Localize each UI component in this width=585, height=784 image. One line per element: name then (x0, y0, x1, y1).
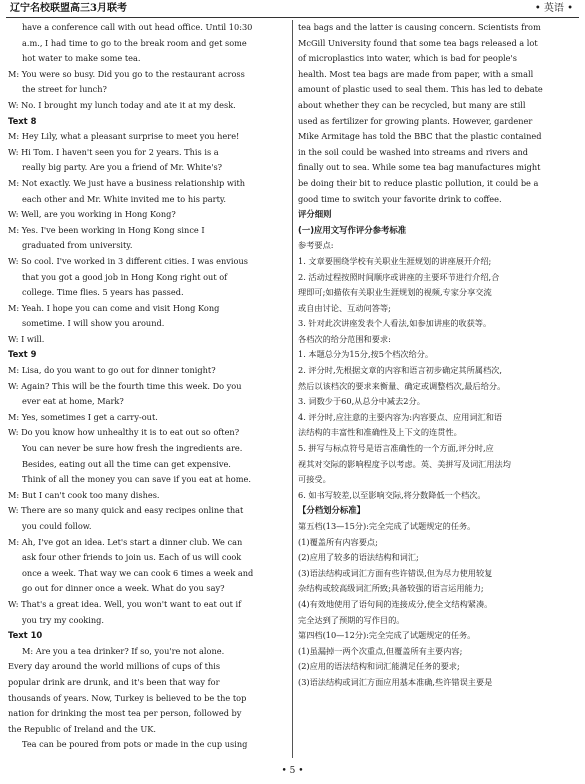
section-heading: Text 8 (8, 115, 37, 126)
text-line: 6. 如书写较差,以至影响交际,将分数降低一个档次。 (298, 489, 486, 500)
text-line: 各档次的给分范围和要求: (298, 333, 391, 344)
text-line: W: Do you know how unhealthy it is to eat out so often? (8, 427, 240, 438)
text-line: hot water to make some tea. (22, 53, 141, 64)
text-line: W: Well, are you working in Hong Kong? (8, 209, 176, 220)
text-line: thousands of years. Now, Turkey is believed to be the top (8, 692, 247, 703)
text-line: W: Hi Tom. I haven't seen you for 2 years. This is a (8, 146, 219, 157)
text-line: M: Yes. I've been working in Hong Kong since I (8, 224, 205, 235)
text-line: M: You were so busy. Did you go to the restaurant across (8, 68, 245, 79)
text-line: go out for dinner once a week. What do you say? (22, 583, 225, 594)
text-line: M: Lisa, do you want to go out for dinner tonight? (8, 365, 216, 376)
text-line: W: That's a great idea. Well, you won't want to eat out if (8, 598, 242, 609)
text-line: of microplastics into water, which is bad for people's (298, 53, 517, 64)
text-line: good time to switch your favorite drink to coffee. (298, 193, 502, 204)
text-line: M: Ah, I've got an idea. Let's start a dinner club. We can (8, 536, 243, 547)
text-line: (4)有效地使用了语句间的连接成分,使全文结构紧凑。 (298, 598, 493, 609)
header-title: 辽宁名校联盟高三3月联考 (10, 3, 127, 14)
text-line: 视其对交际的影响程度予以考虑。英、美拼写及词汇用法均 (298, 458, 511, 469)
header-divider (6, 17, 579, 18)
text-line: (3)语法结构或词汇方面有些许错误,但为尽力使用较复 (298, 567, 493, 578)
text-line: Tea can be poured from pots or made in the cup using (22, 739, 248, 750)
text-line: that you got a good job in Hong Kong right out of (22, 271, 228, 282)
text-line: M: Yes, sometimes I get a carry-out. (8, 411, 158, 422)
text-line: W: Again? This will be the fourth time this week. Do you (8, 380, 242, 391)
text-line: really big party. Are you a friend of Mr. White's? (22, 162, 223, 173)
text-line: sometime. I will show you around. (22, 318, 165, 329)
text-line: 或自由讨论、互动问答等; (298, 302, 391, 313)
text-line: 3. 针对此次讲座发表个人看法,如参加讲座的收获等。 (298, 318, 492, 329)
text-line: about whether they can be recycled, but many are still (298, 99, 526, 110)
page-header (0, 0, 585, 18)
text-line: Besides, eating out all the time can get expensive. (22, 458, 231, 469)
text-line: popular drink are drunk, and it's been that way for (8, 676, 220, 687)
text-line: have a conference call with out head office. Until 10:30 (22, 22, 253, 32)
text-line: M: Yeah. I hope you can come and visit Hong Kong (8, 302, 220, 313)
text-line: 2. 评分时,先根据文章的内容和语言初步确定其所属档次, (298, 365, 502, 376)
text-line: the Republic of Ireland and the UK. (8, 723, 157, 734)
text-line: 理即可;如描依有关职业生涯规划的视频,专家分享交流 (298, 287, 492, 298)
text-line: Mike Armitage has told the BBC that the plastic contained (298, 131, 542, 142)
text-line: 可接受。 (298, 474, 331, 485)
text-line: used as fertilizer for growing plants. However, gardener (298, 115, 533, 126)
text-line: 然后以该档次的要求来衡量、确定或调整档次,最后给分。 (298, 380, 506, 391)
text-line: (1)虽漏掉一两个次重点,但覆盖所有主要内容; (298, 645, 463, 656)
header-subject: • 英语 • (534, 3, 573, 14)
text-line: (3)语法结构或词汇方面应用基本准确,些许错误主要是 (298, 676, 493, 687)
text-line: (1)覆盖所有内容要点; (298, 536, 378, 547)
text-line: 4. 评分时,应注意的主要内容为:内容要点、应用词汇和语 (298, 411, 503, 422)
text-line: 法结构的丰富性和准确性及上下文的连贯性。 (298, 427, 462, 438)
text-line: ask four other friends to join us. Each of us will cook (22, 552, 242, 563)
text-line: graduated from university. (22, 240, 133, 251)
text-line: amount of plastic used to seal them. This has led to debate (298, 84, 543, 95)
text-line: you try my cooking. (22, 614, 104, 625)
text-line: 完全达到了预期的写作目的。 (298, 614, 405, 625)
text-line: be doing their bit to reduce plastic pollution, it could be a (298, 177, 539, 188)
text-line: W: I will. (8, 333, 45, 344)
text-line: finally out to sea. While some tea bag manufactures might (298, 162, 541, 173)
text-line: once a week. That way we can cook 6 times a week and (22, 567, 254, 578)
text-line: 3. 词数少于60,从总分中减去2分。 (298, 396, 425, 407)
text-line: 1. 本题总分为15分,按5个档次给分。 (298, 349, 434, 360)
text-line: W: There are so many quick and easy recipes online that (8, 505, 244, 516)
text-line: college. Time flies. 5 years has passed. (22, 287, 184, 298)
text-line: (2)应用的语法结构和词汇能满足任务的要求; (298, 661, 460, 672)
text-line: Every day around the world millions of cups of this (8, 661, 221, 672)
text-line: M: Hey Lily, what a pleasant surprise to meet you here! (8, 131, 240, 142)
section-heading: 【分档划分标准】 (298, 505, 365, 516)
text-line: McGill University found that some tea bags released a lot (298, 37, 538, 48)
section-heading: 评分细则 (298, 209, 332, 220)
text-line: W: So cool. I've worked in 3 different cities. I was envious (8, 255, 248, 266)
text-line: 2. 活动过程按照时间顺序或讲座的主要环节进行介绍,合 (298, 271, 500, 282)
text-line: 参考要点: (298, 240, 334, 251)
text-line: ever eat at home, Mark? (22, 396, 124, 407)
text-line: M: Are you a tea drinker? If so, you're not alone. (22, 645, 225, 656)
left-column (8, 20, 290, 760)
text-line: each other and Mr. White invited me to his party. (22, 193, 226, 204)
column-divider (292, 20, 293, 758)
text-line: M: Not exactly. We just have a business relationship with (8, 177, 246, 188)
text-line: nation for drinking the most tea per person, followed by (8, 708, 242, 719)
section-heading: Text 9 (8, 349, 37, 360)
text-line: 第五档(13—15分):完全完成了试题规定的任务。 (298, 521, 476, 531)
text-line: tea bags and the latter is causing concern. Scientists from (298, 22, 541, 32)
text-line: W: No. I brought my lunch today and ate it at my desk. (8, 99, 236, 110)
section-heading: Text 10 (8, 630, 43, 641)
text-line: M: But I can't cook too many dishes. (8, 489, 160, 500)
text-line: (2)应用了较多的语法结构和词汇; (298, 552, 419, 563)
text-line: Think of all the money you can save if you eat at home. (22, 474, 251, 485)
text-line: a.m., I had time to go to the break room and get some (22, 37, 247, 48)
text-line: the street for lunch? (22, 84, 107, 95)
text-line: 杂结构或较高级词汇所致;具备较强的语言运用能力; (298, 583, 484, 594)
text-line: 1. 文章要围绕学校有关职业生涯规划的讲座展开介绍; (298, 255, 492, 266)
text-line: health. Most tea bags are made from paper, with a small (298, 68, 534, 79)
page-number: • 5 • (281, 766, 304, 776)
right-column (298, 20, 578, 760)
text-line: in the soil could be washed into streams and rivers and (298, 146, 528, 157)
section-heading: (一)应用文写作评分参考标准 (298, 224, 407, 235)
text-line: You can never be sure how fresh the ingredients are. (22, 443, 243, 454)
text-line: 5. 拼写与标点符号是语言准确性的一个方面,评分时,应 (298, 443, 494, 454)
text-line: 第四档(10—12分):完全完成了试题规定的任务。 (298, 630, 476, 641)
text-line: you could follow. (22, 521, 92, 531)
